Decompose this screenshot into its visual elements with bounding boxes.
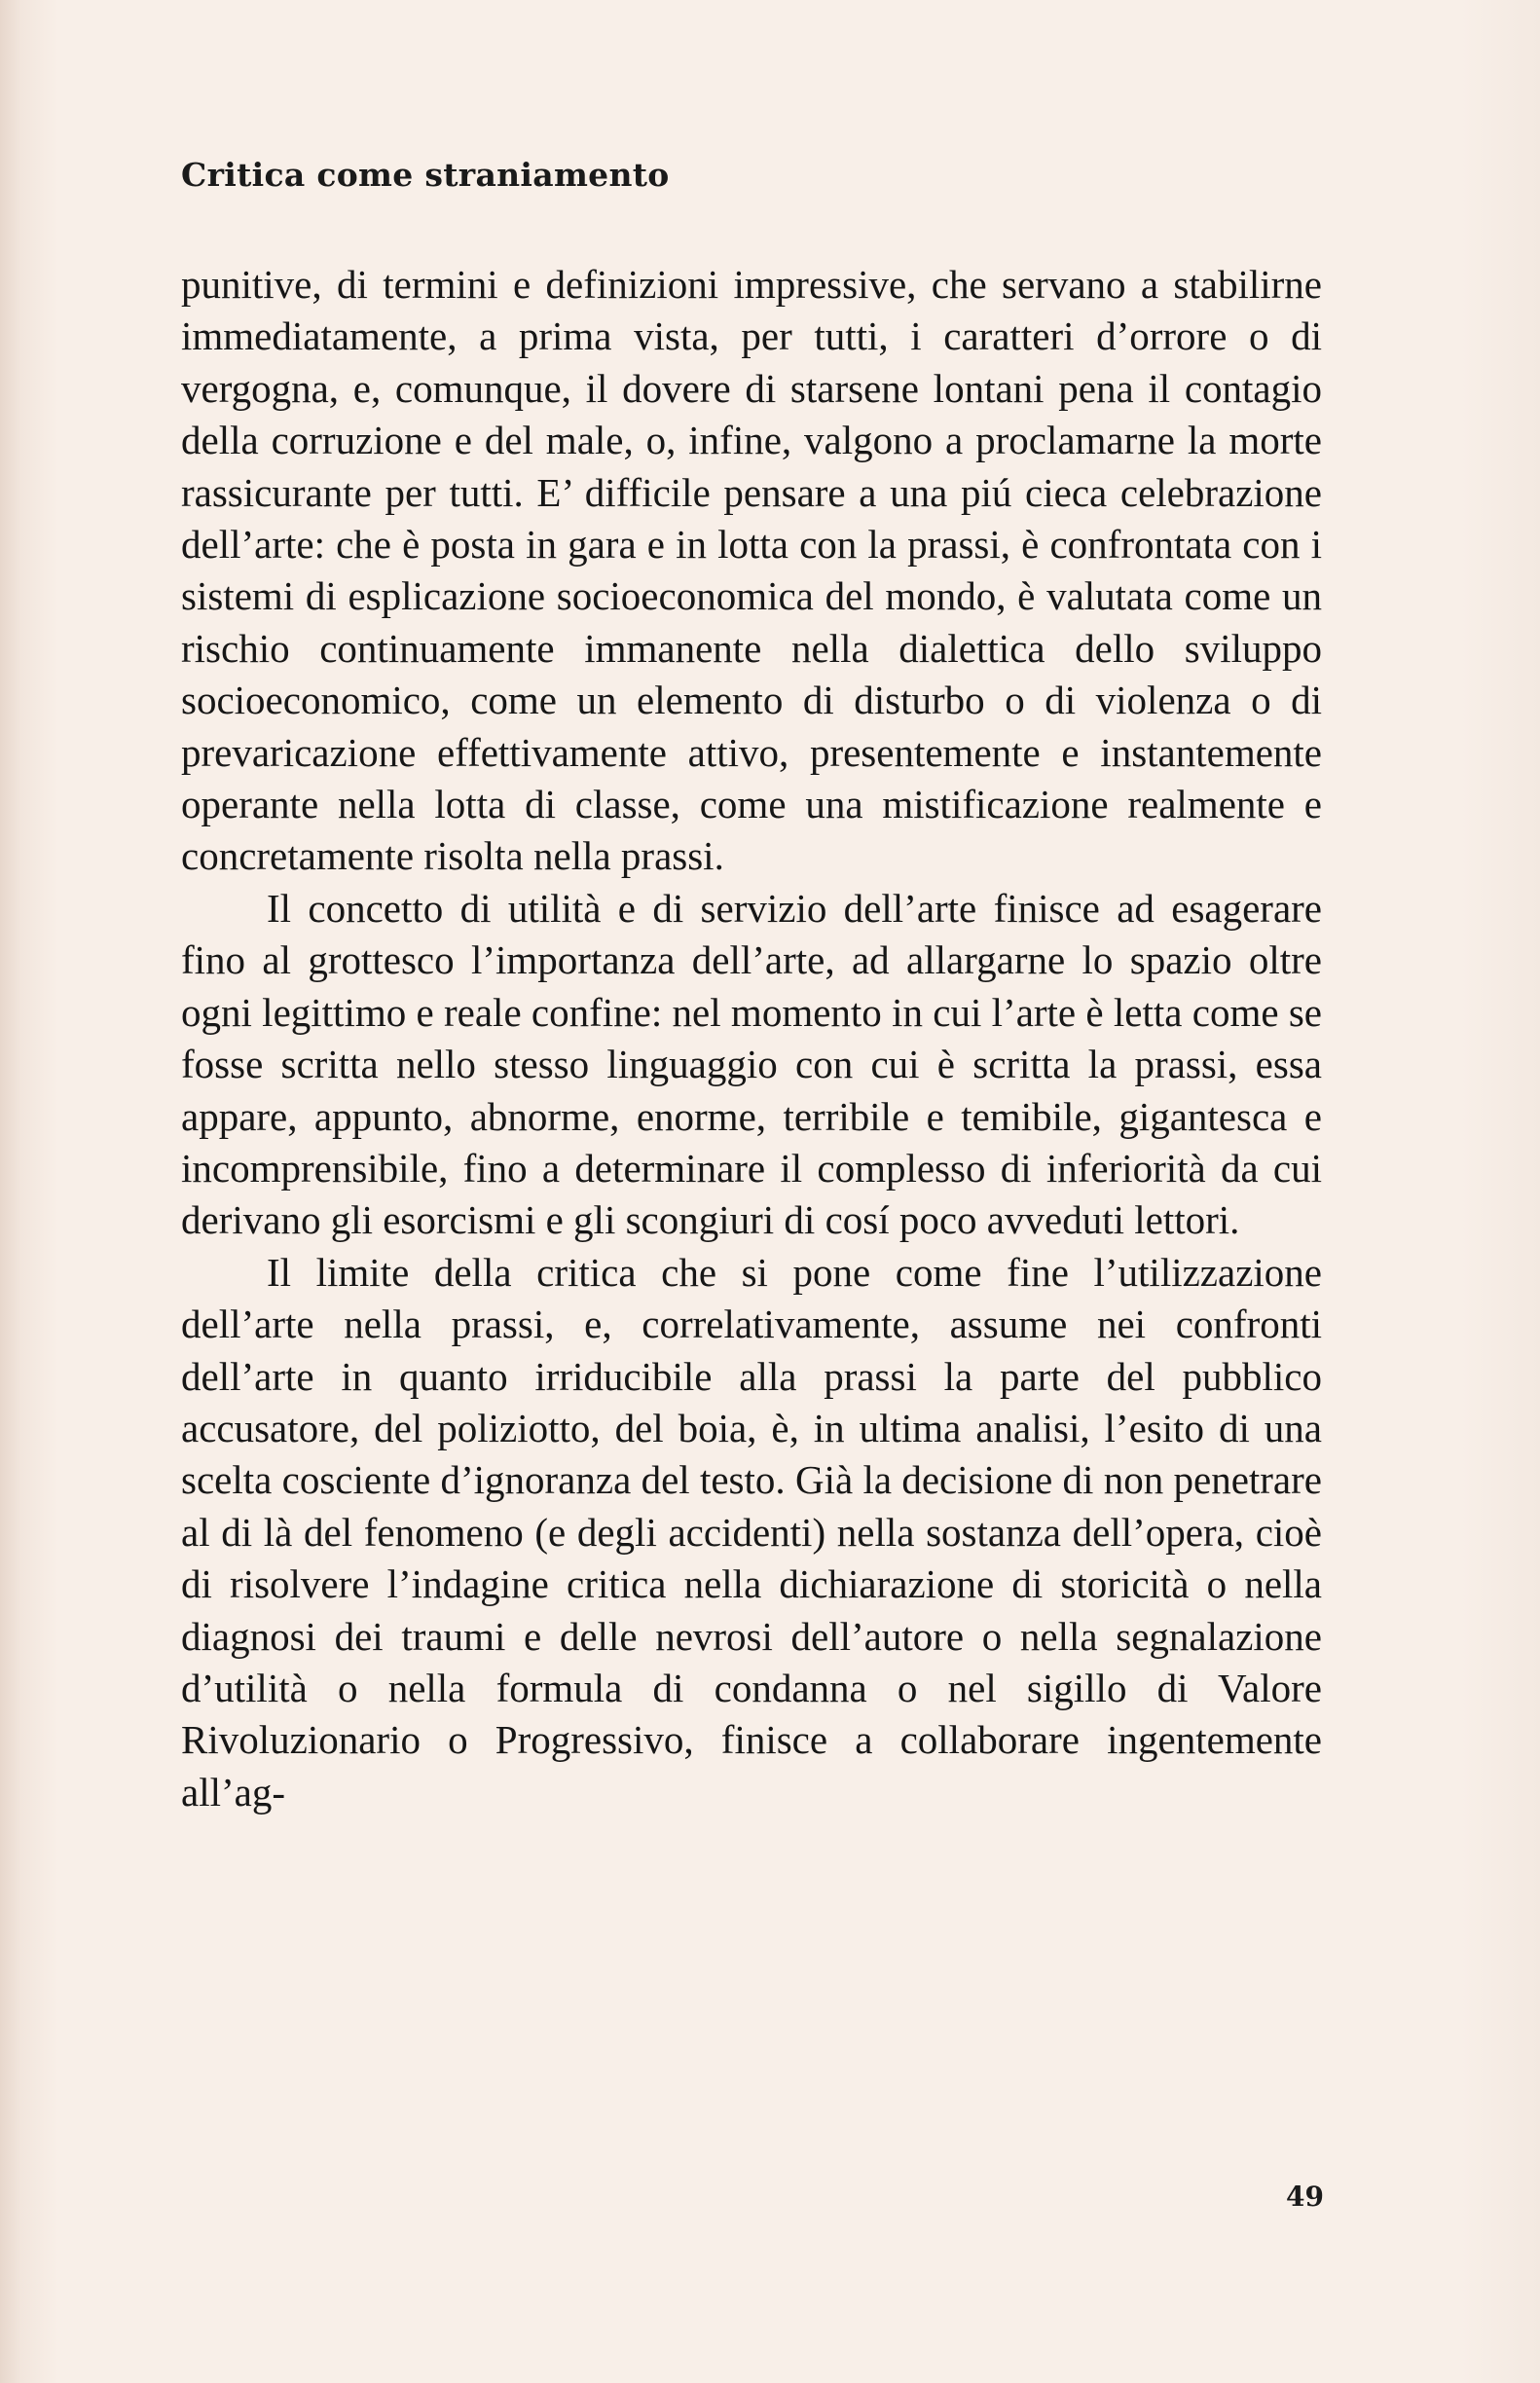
paragraph-3: Il limite della critica che si pone come fine l’utilizzazione dell’arte nella prassi, e, correlativamente, assume nei confronti dell’arte in quanto irriducibile alla prassi la parte del pubblico accusatore, del poliziotto, del boia, è, in ultima analisi, l’esito di una scelta cosciente d’ignoranza del testo. Già la decisione di non penetrare al di là del fenomeno (e degli accidenti) nella sostanza dell’opera, cioè di risolvere l’indagine critica nella dichiarazione di storicità o nella diagnosi dei traumi e delle nevrosi dell’autore o nella segnalazione d’utilità o nella formula di condanna o nel sigillo di Valore Rivoluzionario o Progressivo, finisce a collaborare ingentemente all’ag- <box>181 1249 1322 1815</box>
running-header: Critica come straniamento <box>181 156 670 194</box>
paragraph-1: punitive, di termini e definizioni impressive, che servano a stabilirne immediatamente, a prima vista, per tutti, i caratteri d’orrore o di vergogna, e, comunque, il dovere di starsene lontani pena il contagio della corruzione e del male, o, infine, valgono a proclamarne la morte rassicurante per tutti. E’ difficile pensare a una piú cieca celebrazione dell’arte: che è posta in gara e in lotta con la prassi, è confrontata con i sistemi di esplicazione socioeconomica del mondo, è valutata come un rischio continuamente immanente nella dialettica dello sviluppo socioeconomico, come un elemento di disturbo o di violenza o di prevaricazione effettivamente attivo, presentemente e instantemente operante nella lotta di classe, come una mistificazione realmente e concretamente risolta nella prassi. <box>181 262 1322 879</box>
page-number: 49 <box>1286 2181 1324 2213</box>
body-text <box>181 259 1322 1818</box>
paragraph-2: Il concetto di utilità e di servizio dell’arte finisce ad esagerare fino al grottesco l’importanza dell’arte, ad allargarne lo spazio oltre ogni legittimo e reale confine: nel momento in cui l’arte è letta come se fosse scritta nello stesso linguaggio con cui è scritta la prassi, essa appare, appunto, abnorme, enorme, terribile e temibile, gigantesca e incomprensibile, fino a determinare il complesso di inferiorità da cui derivano gli esorcismi e gli scongiuri di cosí poco avveduti lettori. <box>181 885 1322 1243</box>
